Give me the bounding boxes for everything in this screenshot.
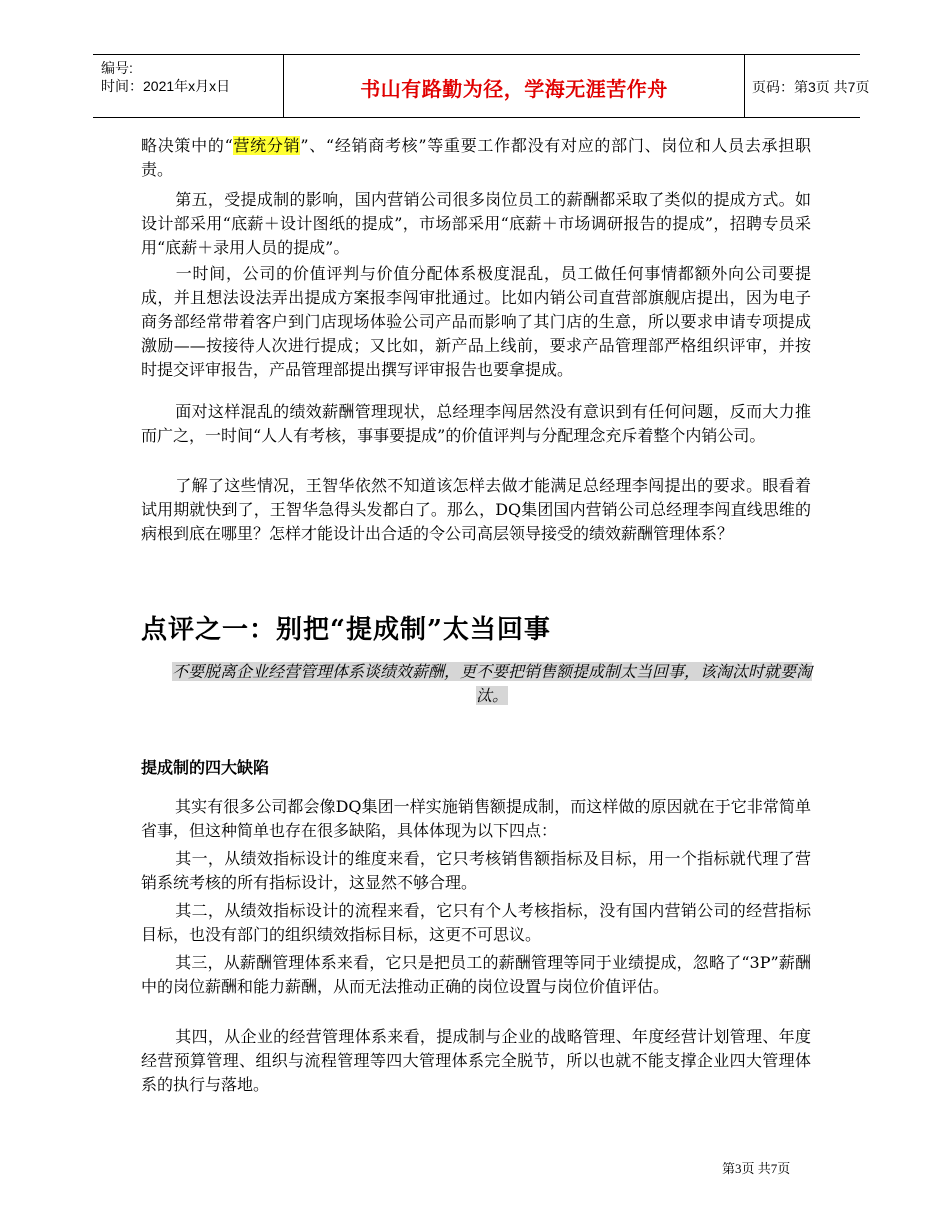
header-page-number: 页码：第3页 共7页	[752, 79, 870, 95]
paragraph-2-text: 第五，受提成制的影响，国内营销公司很多岗位员工的薪酬都采取了类似的提成方式。如设计部采用“底薪＋设计图纸的提成”，市场部采用“底薪＋市场调研报告的提成”，招聘专员采用“底薪＋录用人员的提成”。	[141, 190, 811, 257]
paragraph-5	[141, 474, 811, 546]
paragraph-1-end: ”、“经销商考核”等重要工作都没有对应的部门、岗位和人员去承担职责。	[141, 136, 811, 179]
paragraph-10	[141, 1025, 811, 1097]
paragraph-7-text: 其一，从绩效指标设计的维度来看，它只考核销售额指标及目标，用一个指标就代理了营销系统考核的所有指标设计，这显然不够合理。	[141, 849, 811, 892]
highlighted-term: 营统分销	[232, 136, 301, 155]
paragraph-4	[141, 400, 811, 448]
paragraph-3	[141, 262, 811, 382]
paragraph-7	[141, 847, 811, 895]
header-info-cell	[93, 55, 283, 117]
paragraph-9-text: 其三，从薪酬管理体系来看，它只是把员工的薪酬管理等同于业绩提成，忽略了“3P”薪酬中的岗位薪酬和能力薪酬，从而无法推动正确的岗位设置与岗位价值评估。	[141, 953, 811, 996]
paragraph-4-text: 面对这样混乱的绩效薪酬管理现状，总经理李闯居然没有意识到有任何问题，反而大力推而广之，一时间“人人有考核，事事要提成”的价值评判与分配理念充斥着整个内销公司。	[141, 402, 811, 445]
paragraph-8-text: 其二，从绩效指标设计的流程来看，它只有个人考核指标，没有国内营销公司的经营指标目标，也没有部门的组织绩效指标目标，这更不可思议。	[141, 901, 811, 944]
paragraph-3-text: 一时间，公司的价值评判与价值分配体系极度混乱，员工做任何事情都额外向公司要提成，并且想法设法弄出提成方案报李闯审批通过。比如内销公司直营部旗舰店提出，因为电子商务部经常带着客户到门店现场体验公司产品而影响了其门店的生意，所以要求申请专项提成激励——按接待人次进行提成；又比如，新产品上线前，要求产品管理部严格组织评审，并按时提交评审报告，产品管理部提出撰写评审报告也要拿提成。	[141, 264, 811, 379]
paragraph-1	[141, 134, 811, 182]
paragraph-6-text: 其实有很多公司都会像DQ集团一样实施销售额提成制，而这样做的原因就在于它非常简单省事，但这种简单也存在很多缺陷，具体体现为以下四点：	[141, 797, 811, 840]
paragraph-6	[141, 795, 811, 843]
page-header	[93, 54, 870, 118]
paragraph-8	[141, 899, 811, 947]
header-motto: 书山有路勤为径，学海无涯苦作舟	[360, 77, 668, 101]
header-page-cell	[744, 55, 870, 117]
paragraph-1-start: 略决策中的“	[141, 136, 233, 155]
paragraph-10-text: 其四，从企业的经营管理体系来看，提成制与企业的战略管理、年度经营计划管理、年度经营预算管理、组织与流程管理等四大管理体系完全脱节，所以也就不能支撑企业四大管理体系的执行与落地。	[141, 1027, 811, 1094]
document-number-label: 编号:	[101, 60, 133, 76]
pull-quote-text: 不要脱离企业经营管理体系谈绩效薪酬，更不要把销售额提成制太当回事，该淘汰时就要淘汰。	[172, 662, 813, 705]
pull-quote	[172, 660, 812, 708]
subsection-title: 提成制的四大缺陷	[141, 758, 270, 777]
document-time-label: 时间：2021年x月x日	[101, 78, 231, 94]
footer-page-number: 第3页 共7页	[722, 1161, 791, 1176]
paragraph-9	[141, 951, 811, 999]
paragraph-5-text: 了解了这些情况，王智华依然不知道该怎样去做才能满足总经理李闯提出的要求。眼看着试用期就快到了，王智华急得头发都白了。那么，DQ集团国内营销公司总经理李闯直线思维的病根到底在哪里？怎样才能设计出合适的令公司高层领导接受的绩效薪酬管理体系？	[141, 476, 811, 543]
paragraph-2	[141, 188, 811, 260]
header-motto-cell	[283, 55, 745, 117]
section-title: 点评之一：别把“提成制”太当回事	[141, 615, 551, 645]
